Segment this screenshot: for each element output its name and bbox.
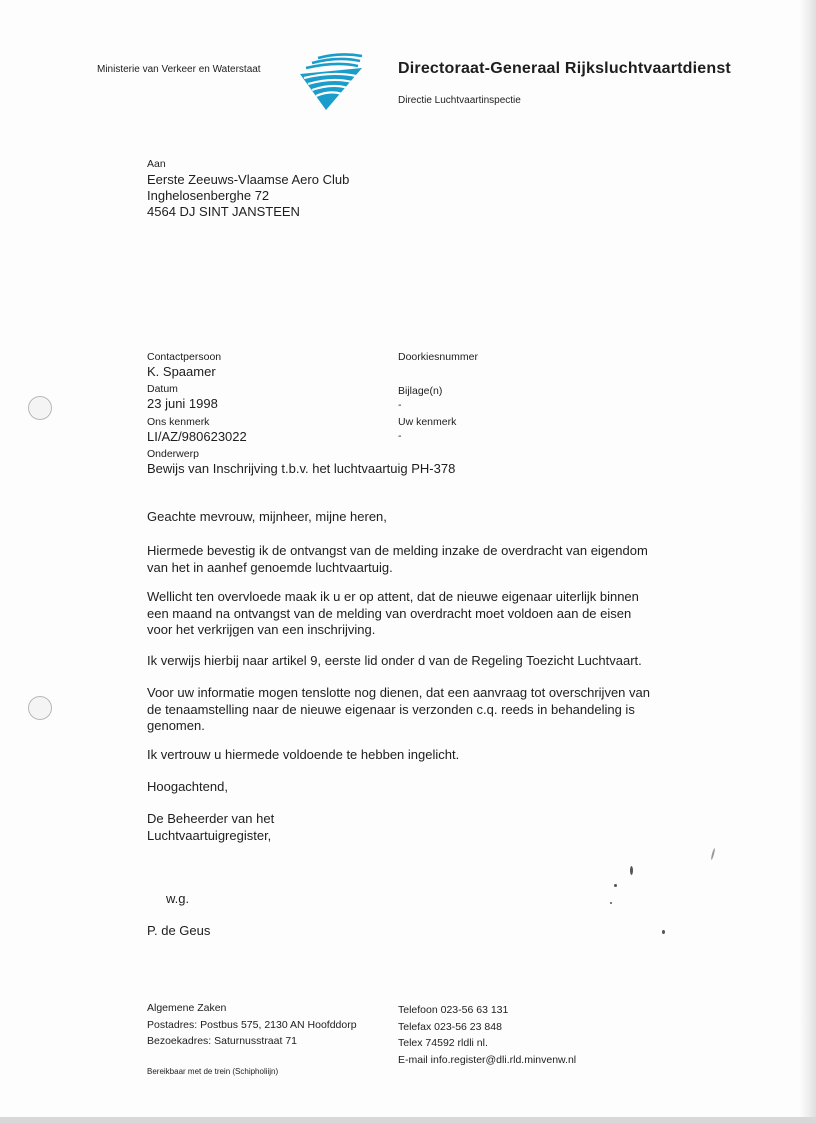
paper-bottom-edge: [0, 1117, 816, 1123]
footer-train-note: Bereikbaar met de trein (Schipholiijn): [147, 1067, 279, 1076]
contact-label: Contactpersoon: [147, 351, 222, 363]
your-reference-label: Uw kenmerk: [398, 416, 457, 428]
scan-speck: [662, 930, 665, 934]
salutation: Geachte mevrouw, mijnheer, mijne heren,: [147, 509, 387, 524]
ministry-wave-logo-icon: [296, 50, 366, 112]
date-value: 23 juni 1998: [147, 396, 218, 411]
address-line-1: Eerste Zeeuws-Vlaamse Aero Club: [147, 172, 350, 187]
division-name: Directie Luchtvaartinspectie: [398, 95, 521, 106]
paragraph-5: Ik vertrouw u hiermede voldoende te hebben ingelicht.: [147, 747, 460, 762]
footer-fax: Telefax 023-56 23 848: [398, 1020, 502, 1033]
paragraph-2-line-2: een maand na ontvangst van de melding van overdracht moet voldoen aan de eisen: [147, 605, 632, 621]
attachment-value: -: [398, 399, 402, 411]
footer-left: [147, 1000, 357, 1050]
signer-name: P. de Geus: [147, 923, 211, 938]
signature-block: [147, 811, 274, 844]
paragraph-4-line-3: genomen.: [147, 718, 205, 733]
attachment-label: Bijlage(n): [398, 385, 443, 397]
reference-value: LI/AZ/980623022: [147, 429, 247, 444]
paragraph-4-line-1: Voor uw informatie mogen tenslotte nog dienen, dat een aanvraag tot overschrijven van: [147, 685, 650, 700]
punch-hole-top: [28, 396, 52, 420]
subject-label: Onderwerp: [147, 448, 199, 460]
directorate-title: Directoraat-Generaal Rijksluchtvaartdienst: [398, 60, 731, 77]
footer-department: Algemene Zaken: [147, 1002, 227, 1014]
footer-visit-address: Bezoekadres: Saturnusstraat 71: [147, 1035, 298, 1047]
paragraph-1: [147, 543, 648, 576]
scan-speck: [630, 866, 633, 875]
address-line-3: 4564 DJ SINT JANSTEEN: [147, 204, 300, 219]
footer-postal-address: Postadres: Postbus 575, 2130 AN Hoofddorp: [147, 1018, 357, 1031]
address-label: Aan: [147, 158, 166, 170]
contact-value: K. Spaamer: [147, 364, 216, 379]
closing: Hoogachtend,: [147, 779, 228, 794]
paper-edge-shadow: [798, 0, 816, 1123]
paragraph-2: [147, 589, 639, 639]
your-reference-value: -: [398, 430, 402, 442]
scan-speck: [610, 902, 612, 904]
footer-telex: Telex 74592 rldli nl.: [398, 1037, 488, 1049]
paragraph-4: [147, 685, 650, 735]
paragraph-1-line-1: Hiermede bevestig ik de ontvangst van de melding inzake de overdracht van eigendom: [147, 543, 648, 558]
punch-hole-bottom: [28, 696, 52, 720]
signature-line-2: Luchtvaartuigregister,: [147, 827, 272, 843]
scan-speck: [614, 884, 617, 887]
paragraph-2-line-1: Wellicht ten overvloede maak ik u er op attent, dat de nieuwe eigenaar uiterlijk binnen: [147, 589, 639, 604]
ministry-name: Ministerie van Verkeer en Waterstaat: [97, 64, 261, 75]
footer-phone: Telefoon 023-56 63 131: [398, 1004, 509, 1016]
signed-for: w.g.: [166, 891, 190, 906]
paragraph-4-line-2: de tenaamstelling naar de nieuwe eigenaar is verzonden c.q. reeds in behandeling is: [147, 701, 635, 717]
paragraph-2-line-3: voor het verkrijgen van een inschrijving.: [147, 622, 376, 637]
signature-line-1: De Beheerder van het: [147, 811, 275, 826]
address-line-2: Inghelosenberghe 72: [147, 188, 270, 203]
scan-speck: [710, 848, 715, 860]
date-label: Datum: [147, 383, 178, 395]
subject-value: Bewijs van Inschrijving t.b.v. het luchtvaartuig PH-378: [147, 461, 456, 476]
footer-email: E-mail info.register@dli.rld.minvenw.nl: [398, 1053, 577, 1066]
footer-right: [398, 1002, 576, 1068]
paragraph-1-line-2: van het in aanhef genoemde luchtvaartuig.: [147, 559, 393, 575]
direct-number-label: Doorkiesnummer: [398, 351, 478, 363]
paragraph-3: Ik verwijs hierbij naar artikel 9, eerste lid onder d van de Regeling Toezicht Luchtvaart.: [147, 653, 642, 668]
reference-label: Ons kenmerk: [147, 416, 210, 428]
